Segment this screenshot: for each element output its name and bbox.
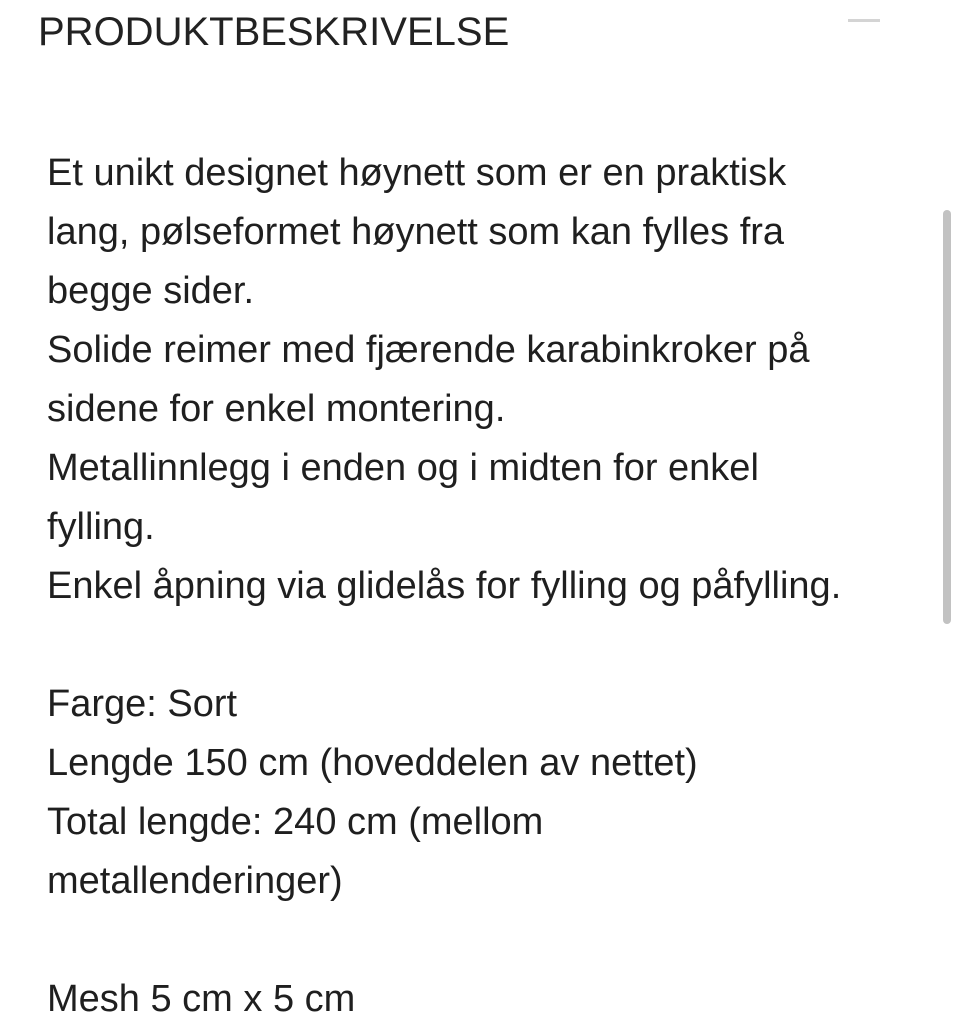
product-description-body xyxy=(47,144,927,1029)
description-line: lang, pølseformet høynett som kan fylles fra xyxy=(47,211,785,253)
minus-icon xyxy=(848,19,880,22)
spec-line: Lengde 150 cm (hoveddelen av nettet) xyxy=(47,742,698,784)
paragraph-spacer xyxy=(47,911,927,970)
description-line: Solide reimer med fjærende karabinkroker på xyxy=(47,329,810,371)
description-line: fylling. xyxy=(47,506,155,548)
spec-line: Farge: Sort xyxy=(47,683,238,725)
product-description-header[interactable] xyxy=(0,0,960,70)
description-line: begge sider. xyxy=(47,270,255,312)
spec-line: metallenderinger) xyxy=(47,860,343,902)
mesh-spec: Mesh 5 cm x 5 cm xyxy=(47,978,356,1020)
description-line: sidene for enkel montering. xyxy=(47,388,506,430)
scrollbar-thumb[interactable] xyxy=(943,210,951,624)
section-title: PRODUKTBESKRIVELSE xyxy=(38,10,510,54)
description-line: Enkel åpning via glidelås for fylling og påfylling. xyxy=(47,565,842,607)
collapse-toggle[interactable] xyxy=(842,6,886,36)
paragraph-spacer xyxy=(47,616,927,675)
spec-line: Total lengde: 240 cm (mellom xyxy=(47,801,544,843)
description-line: Et unikt designet høynett som er en praktisk xyxy=(47,152,787,194)
description-line: Metallinnlegg i enden og i midten for enkel xyxy=(47,447,759,489)
